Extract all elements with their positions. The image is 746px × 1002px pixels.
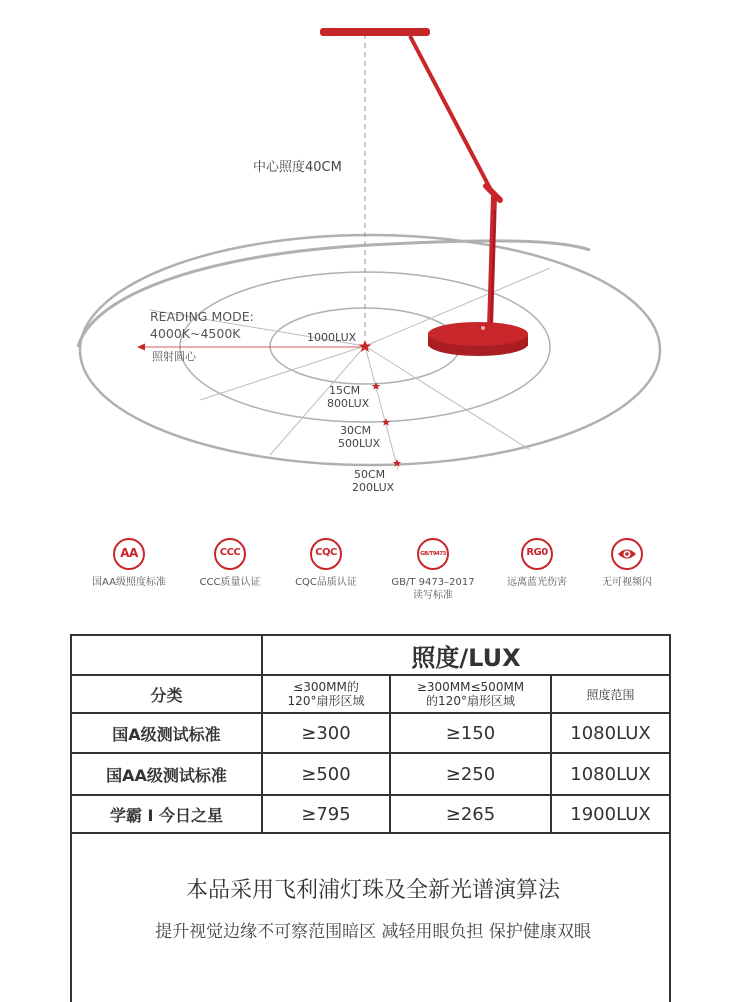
reading-mode-title: READING MODE: [150, 309, 254, 324]
tagline-headline: 本品采用飞利浦灯珠及全新光谱演算法 [185, 878, 560, 903]
ring-15cm-distance: 15CM [329, 384, 361, 397]
badge-caption: GB/T 9473–2017 [391, 577, 475, 588]
ccc-icon: CCC [214, 538, 246, 570]
row-value-300mm: ≥500 [262, 753, 390, 795]
badge-caption-line2: 读写标准 [413, 590, 453, 601]
row-value-300mm: ≥795 [262, 795, 390, 833]
column-header-range: 照度范围 [551, 675, 670, 713]
ring-50cm-distance: 50CM [354, 468, 386, 481]
gbt-icon: GB/T9473 [417, 538, 449, 570]
group-header: 照度/LUX [262, 635, 670, 675]
aa-icon: AA [113, 538, 145, 570]
row-value-300-500mm: ≥265 [390, 795, 551, 833]
table-row [71, 795, 670, 833]
rg0-icon: RG0 [521, 538, 553, 570]
certification-badges [0, 538, 746, 618]
badge-caption: CCC质量认证 [199, 577, 261, 588]
center-lux-label: 1000LUX [307, 331, 357, 344]
row-value-300-500mm: ≥250 [390, 753, 551, 795]
table-row [71, 713, 670, 753]
ring-30cm-lux: 500LUX [338, 437, 381, 450]
arrow-left-icon [137, 344, 145, 351]
table-subheader-row [71, 675, 670, 713]
column-header-category: 分类 [71, 675, 262, 713]
row-value-range: 1900LUX [551, 795, 670, 833]
table-row [71, 753, 670, 795]
badge-caption: CQC品质认证 [295, 577, 357, 588]
badge-eye [567, 538, 687, 589]
row-category: 国A级测试标准 [71, 713, 262, 753]
eye-icon [611, 538, 643, 570]
row-value-range: 1080LUX [551, 753, 670, 795]
row-category: 国AA级测试标准 [71, 753, 262, 795]
row-value-300-500mm: ≥150 [390, 713, 551, 753]
lamp-base-top [428, 322, 528, 346]
lamp-upper-arm [410, 36, 492, 192]
ring-15cm-lux: 800LUX [327, 397, 370, 410]
badge-gbt [373, 538, 493, 602]
center-star-icon [359, 340, 372, 352]
lamp-head [320, 28, 430, 36]
tagline-subline: 提升视觉边缘不可察范围暗区 减轻用眼负担 保护健康双眼 [155, 922, 591, 942]
badge-caption: 远离蓝光伤害 [507, 577, 567, 588]
table-header-row [71, 635, 670, 675]
ring-50cm-lux: 200LUX [352, 481, 395, 494]
row-value-300mm: ≥300 [262, 713, 390, 753]
badge-cqc [266, 538, 386, 589]
row-category: 学霸 I 今日之星 [71, 795, 262, 833]
column-header-300-500mm: ≥300MM≤500MM 的120°扇形区域 [390, 675, 551, 713]
ring-30cm-distance: 30CM [340, 424, 372, 437]
cqc-icon: CQC [310, 538, 342, 570]
badge-caption: 国AA级照度标准 [92, 577, 166, 588]
illuminance-table [70, 634, 671, 834]
badge-caption: 无可视频闪 [602, 577, 652, 588]
row-value-range: 1080LUX [551, 713, 670, 753]
center-point-label: 照射圆心 [152, 350, 196, 363]
column-header-300mm: ≤300MM的 120°扇形区域 [262, 675, 390, 713]
center-height-label: 中心照度40CM [253, 160, 342, 175]
reading-mode-value: 4000K~4500K [150, 326, 241, 341]
